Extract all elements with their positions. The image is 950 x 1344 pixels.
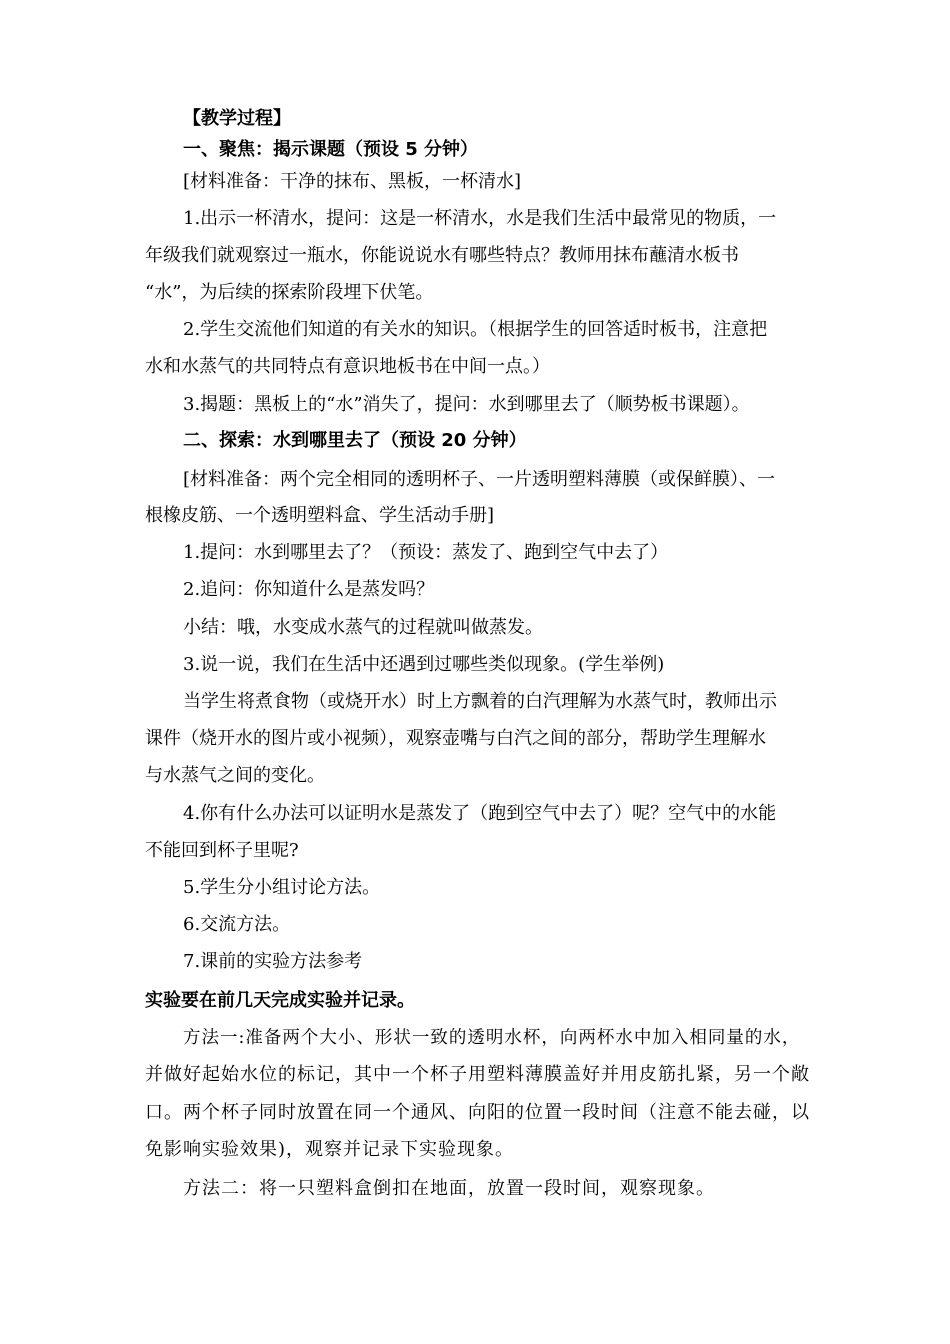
s1-paragraph1-line1: 1.出示一杯清水，提问：这是一杯清水，水是我们生活中最常见的物质，一 — [183, 208, 777, 229]
method1-line4: 免影响实验效果)，观察并记录下实验现象。 — [145, 1139, 515, 1160]
method1-line3: 口。两个杯子同时放置在同一个通风、向阳的位置一段时间（注意不能去碰，以 — [145, 1102, 810, 1123]
s1-paragraph1-line2: 年级我们就观察过一瓶水，你能说说水有哪些特点？教师用抹布蘸清水板书 — [145, 245, 739, 266]
s2-materials-line1: [材料准备：两个完全相同的透明杯子、一片透明塑料薄膜（或保鲜膜）、一 — [183, 469, 776, 490]
s1-materials: [材料准备：干净的抹布、黑板，一杯清水] — [183, 171, 522, 192]
s2-summary: 小结：哦，水变成水蒸气的过程就叫做蒸发。 — [183, 617, 543, 638]
s1-paragraph3: 3.揭题：黑板上的“水”消失了，提问：水到哪里去了（顺势板书课题）。 — [183, 394, 750, 415]
s1-paragraph2-line2: 水和水蒸气的共同特点有意识地板书在中间一点。） — [145, 356, 550, 377]
section2-title: 二、探索：水到哪里去了（预设 20 分钟） — [183, 430, 527, 451]
s1-paragraph2-line1: 2.学生交流他们知道的有关水的知识。（根据学生的回答适时板书，注意把 — [183, 319, 768, 340]
s2-paragraph2: 2.追问：你知道什么是蒸发吗？ — [183, 579, 435, 600]
s1-paragraph1-line3: “水”，为后续的探索阶段埋下伏笔。 — [145, 282, 434, 303]
s2-paragraph7: 7.课前的实验方法参考 — [183, 951, 363, 972]
s2-paragraph6: 6.交流方法。 — [183, 914, 291, 935]
section1-title: 一、聚焦：揭示课题（预设 5 分钟） — [183, 139, 479, 160]
experiment-note: 实验要在前几天完成实验并记录。 — [145, 990, 415, 1011]
s2-paragraph3: 3.说一说，我们在生活中还遇到过哪些类似现象。(学生举例) — [183, 654, 665, 675]
section-heading: 【教学过程】 — [183, 108, 291, 129]
method2: 方法二：将一只塑料盒倒扣在地面，放置一段时间，观察现象。 — [183, 1178, 715, 1199]
s2-paragraph4-line1: 4.你有什么办法可以证明水是蒸发了（跑到空气中去了）呢？空气中的水能 — [183, 803, 777, 824]
s2-paragraph3b-line1: 当学生将煮食物（或烧开水）时上方飘着的白汽理解为水蒸气时，教师出示 — [183, 691, 777, 712]
s2-paragraph5: 5.学生分小组讨论方法。 — [183, 877, 381, 898]
method1-line2: 并做好起始水位的标记，其中一个杯子用塑料薄膜盖好并用皮筋扎紧，另一个敞 — [145, 1064, 810, 1085]
s2-paragraph4-line2: 不能回到杯子里呢? — [145, 840, 299, 861]
s2-paragraph3b-line3: 与水蒸气之间的变化。 — [145, 765, 325, 786]
s2-paragraph1: 1.提问：水到哪里去了？（预设：蒸发了、跑到空气中去了） — [183, 542, 669, 563]
s2-materials-line2: 根橡皮筋、一个透明塑料盒、学生活动手册] — [145, 505, 495, 526]
s2-paragraph3b-line2: 课件（烧开水的图片或小视频），观察壶嘴与白汽之间的部分，帮助学生理解水 — [145, 728, 766, 749]
method1-line1: 方法一:准备两个大小、形状一致的透明水杯，向两杯水中加入相同量的水， — [183, 1028, 801, 1048]
